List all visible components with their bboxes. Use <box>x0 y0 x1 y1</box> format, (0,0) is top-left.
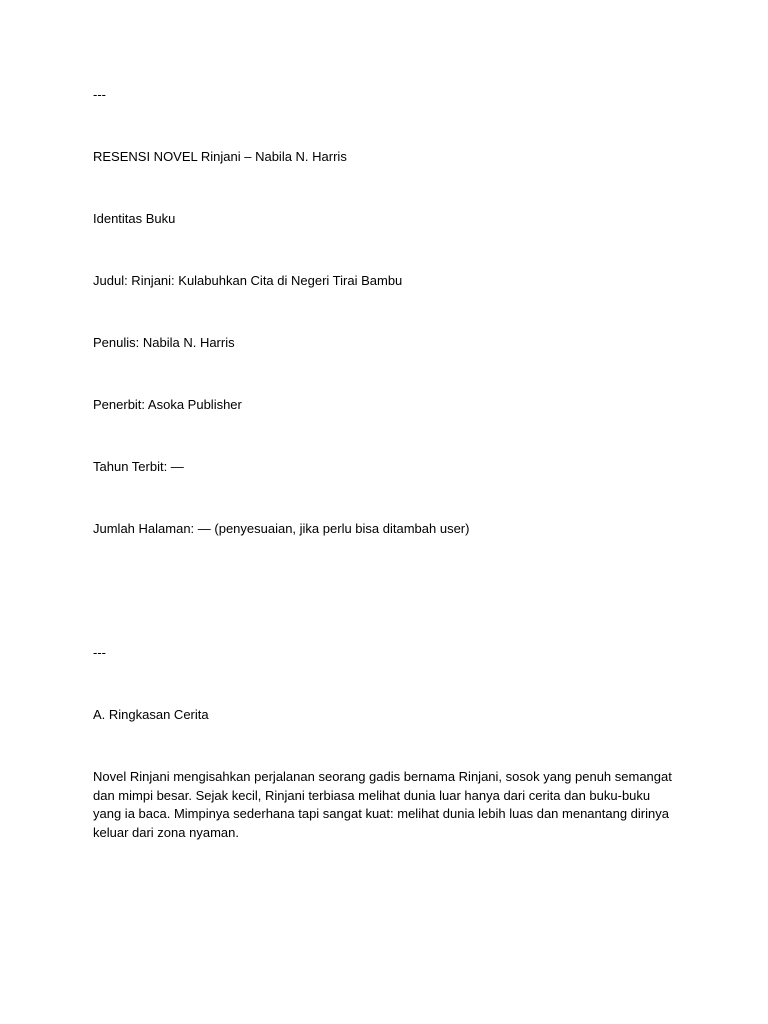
separator-top: --- <box>93 87 106 102</box>
book-title-field: Judul: Rinjani: Kulabuhkan Cita di Negeri Tirai Bambu <box>93 273 403 288</box>
summary-line: keluar dari zona nyaman. <box>93 824 239 840</box>
publish-year-field: Tahun Terbit: — <box>93 459 184 474</box>
page-count-field: Jumlah Halaman: — (penyesuaian, jika perlu bisa ditambah user) <box>93 521 470 536</box>
summary-paragraph <box>93 768 678 842</box>
summary-line: Novel Rinjani mengisahkan perjalanan seorang gadis bernama Rinjani, sosok yang penuh semangat <box>93 769 672 784</box>
author-field: Penulis: Nabila N. Harris <box>93 335 235 350</box>
section-a-heading: A. Ringkasan Cerita <box>93 707 209 722</box>
summary-line: yang ia baca. Mimpinya sederhana tapi sangat kuat: melihat dunia lebih luas dan menantang dirinya <box>93 806 669 822</box>
summary-line: dan mimpi besar. Sejak kecil, Rinjani terbiasa melihat dunia luar hanya dari cerita dan buku-buku <box>93 787 651 803</box>
publisher-field: Penerbit: Asoka Publisher <box>93 397 242 412</box>
identity-heading: Identitas Buku <box>93 211 176 226</box>
review-title: RESENSI NOVEL Rinjani – Nabila N. Harris <box>93 149 347 164</box>
separator-middle: --- <box>93 645 106 660</box>
